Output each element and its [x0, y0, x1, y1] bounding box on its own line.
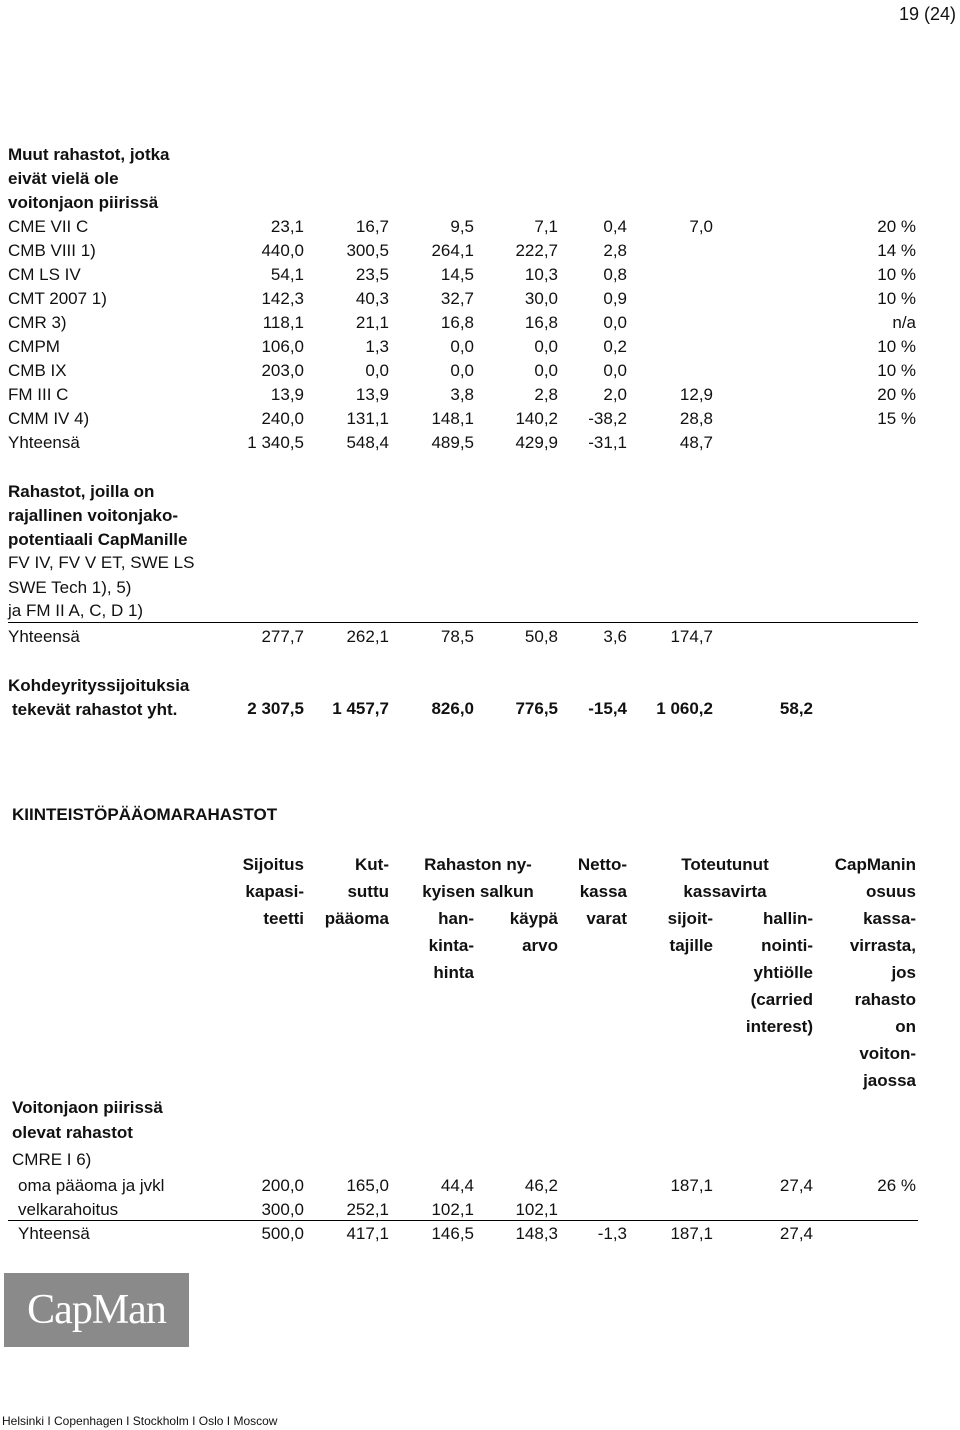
- cell-col-8: 10 %: [877, 289, 916, 308]
- cell-col-4: 0,0: [534, 337, 558, 356]
- header-sijoitus-line-3: teetti: [263, 909, 304, 928]
- total-row: [0, 697, 960, 721]
- cell-col-8: 15 %: [877, 409, 916, 428]
- header-capman-line-3: kassa-: [863, 909, 916, 928]
- cell-col-3: 16,8: [440, 313, 474, 332]
- header-sijoittajille-line-1: sijoit-: [667, 909, 713, 928]
- cell-col-8: 10 %: [877, 265, 916, 284]
- cell-col-3: 148,1: [431, 409, 474, 428]
- cell-col-8: 26 %: [877, 1176, 916, 1195]
- header-toteutunut-line-1: Toteutunut: [681, 855, 769, 874]
- cell-col-5: 0,8: [603, 265, 627, 284]
- cell-col-6: 48,7: [679, 433, 713, 452]
- table-row: [0, 383, 960, 407]
- header-hallinnointi-line-3: yhtiölle: [753, 963, 813, 982]
- cell-col-3: 146,5: [431, 1224, 474, 1243]
- header-sijoittajille-line-2: tajille: [669, 936, 713, 955]
- cell-col-3: 0,0: [450, 361, 474, 380]
- cell-col-4: 429,9: [515, 433, 558, 452]
- cell-col-2: 1 457,7: [332, 699, 389, 718]
- section2-funds-line-2: SWE Tech 1), 5): [8, 578, 132, 597]
- header-hankinta-line-2: kinta-: [428, 936, 474, 955]
- cell-col-1: 200,0: [261, 1176, 304, 1195]
- cell-col-6: 7,0: [689, 217, 713, 236]
- cell-col-3: 489,5: [431, 433, 474, 452]
- table-row: [0, 407, 960, 431]
- cell-col-2: 252,1: [346, 1200, 389, 1219]
- cell-col-2: 23,5: [355, 265, 389, 284]
- cell-col-4: 148,3: [515, 1224, 558, 1243]
- total-row: [0, 431, 960, 455]
- cell-col-4: 50,8: [524, 627, 558, 646]
- section2-funds-line-3: ja FM II A, C, D 1): [8, 601, 144, 620]
- header-netto-line-1: Netto-: [577, 855, 627, 874]
- table-row: [0, 359, 960, 383]
- cell-col-4: 7,1: [534, 217, 558, 236]
- header-hallinnointi-line-1: hallin-: [762, 909, 813, 928]
- cell-col-1: 500,0: [261, 1224, 304, 1243]
- group-heading-line-1: Voitonjaon piirissä: [12, 1098, 163, 1117]
- cell-col-5: -31,1: [588, 433, 627, 452]
- header-kutsuttu-line-2: suttu: [347, 882, 389, 901]
- row-label: Yhteensä: [8, 627, 80, 646]
- header-toteutunut-line-2: kassavirta: [683, 882, 767, 901]
- cell-col-7: 58,2: [779, 699, 813, 718]
- cell-col-5: 2,0: [603, 385, 627, 404]
- cell-col-1: 300,0: [261, 1200, 304, 1219]
- header-sijoitus-line-2: kapasi-: [245, 882, 304, 901]
- row-label: CMB VIII 1): [8, 241, 96, 260]
- real-estate-total-rule: [8, 1220, 918, 1221]
- row-label: CM LS IV: [8, 265, 81, 284]
- cell-col-4: 10,3: [524, 265, 558, 284]
- table-row: [0, 1174, 960, 1198]
- cell-col-3: 14,5: [440, 265, 474, 284]
- cell-col-5: -38,2: [588, 409, 627, 428]
- cell-col-6: 187,1: [670, 1176, 713, 1195]
- cell-col-8: 14 %: [877, 241, 916, 260]
- header-capman-line-4: virrasta,: [849, 936, 916, 955]
- section1-heading-line-1: Muut rahastot, jotka: [8, 145, 170, 164]
- group-heading-line-2: olevat rahastot: [12, 1123, 133, 1142]
- cell-col-2: 131,1: [346, 409, 389, 428]
- row-label: CME VII C: [8, 217, 89, 236]
- table-row: [0, 335, 960, 359]
- cell-col-7: 27,4: [779, 1224, 813, 1243]
- header-hallinnointi-line-5: interest): [745, 1017, 813, 1036]
- cell-col-5: 3,6: [603, 627, 627, 646]
- row-label: oma pääoma ja jvkl: [18, 1176, 165, 1195]
- header-rahaston-line-2: kyisen salkun: [422, 882, 534, 901]
- header-capman-line-8: voiton-: [859, 1044, 916, 1063]
- row-label: CMT 2007 1): [8, 289, 107, 308]
- header-rahaston-line-1: Rahaston ny-: [424, 855, 532, 874]
- cell-col-2: 16,7: [355, 217, 389, 236]
- header-hankinta-line-1: han-: [438, 909, 474, 928]
- cell-col-1: 23,1: [270, 217, 304, 236]
- cell-col-4: 30,0: [524, 289, 558, 308]
- cell-col-1: 440,0: [261, 241, 304, 260]
- header-capman-line-1: CapManin: [834, 855, 916, 874]
- section2-rule: [8, 622, 918, 623]
- cell-col-7: 27,4: [779, 1176, 813, 1195]
- header-capman-line-2: osuus: [865, 882, 916, 901]
- total-row: [0, 1222, 960, 1246]
- header-kaypa-line-2: arvo: [522, 936, 558, 955]
- row-label: CMB IX: [8, 361, 67, 380]
- section1-heading-line-2: eivät vielä ole: [8, 169, 119, 188]
- table-row: [0, 215, 960, 239]
- cell-col-3: 78,5: [440, 627, 474, 646]
- cell-col-1: 2 307,5: [247, 699, 304, 718]
- footer-offices: Helsinki I Copenhagen I Stockholm I Oslo I Moscow: [2, 1414, 278, 1428]
- header-capman-line-5: jos: [891, 963, 916, 982]
- cell-col-6: 187,1: [670, 1224, 713, 1243]
- cell-col-6: 12,9: [679, 385, 713, 404]
- cell-col-8: 20 %: [877, 217, 916, 236]
- cell-col-3: 0,0: [450, 337, 474, 356]
- cell-col-8: 10 %: [877, 337, 916, 356]
- header-sijoitus-line-1: Sijoitus: [242, 855, 304, 874]
- cell-col-3: 3,8: [450, 385, 474, 404]
- header-kutsuttu-line-1: Kut-: [355, 855, 389, 874]
- table-row: [0, 239, 960, 263]
- real-estate-title: KIINTEISTÖPÄÄOMARAHASTOT: [12, 805, 278, 824]
- cell-col-4: 16,8: [524, 313, 558, 332]
- cell-col-4: 140,2: [515, 409, 558, 428]
- cell-col-2: 548,4: [346, 433, 389, 452]
- cell-col-8: 10 %: [877, 361, 916, 380]
- row-label: Yhteensä: [8, 433, 80, 452]
- fund-name: CMRE I 6): [12, 1150, 92, 1169]
- header-capman-line-6: rahasto: [854, 990, 916, 1009]
- cell-col-2: 1,3: [365, 337, 389, 356]
- section1-heading-line-3: voitonjaon piirissä: [8, 193, 159, 212]
- cell-col-2: 21,1: [355, 313, 389, 332]
- cell-col-6: 1 060,2: [656, 699, 713, 718]
- section2-heading-line-3: potentiaali CapManille: [8, 530, 188, 549]
- cell-col-2: 417,1: [346, 1224, 389, 1243]
- cell-col-8: n/a: [892, 313, 916, 332]
- cell-col-5: 0,0: [603, 361, 627, 380]
- table-row: [0, 311, 960, 335]
- cell-col-4: 2,8: [534, 385, 558, 404]
- cell-col-4: 46,2: [524, 1176, 558, 1195]
- row-label: CMPM: [8, 337, 60, 356]
- cell-col-1: 118,1: [262, 313, 304, 332]
- cell-col-4: 102,1: [515, 1200, 558, 1219]
- row-label: FM III C: [8, 385, 69, 404]
- cell-col-6: 174,7: [670, 627, 713, 646]
- header-netto-line-3: varat: [586, 909, 627, 928]
- cell-col-2: 262,1: [346, 627, 389, 646]
- cell-col-5: 0,9: [603, 289, 627, 308]
- header-hankinta-line-3: hinta: [433, 963, 474, 982]
- cell-col-2: 300,5: [346, 241, 389, 260]
- cell-col-4: 222,7: [515, 241, 558, 260]
- cell-col-4: 776,5: [515, 699, 558, 718]
- row-label: CMM IV 4): [8, 409, 90, 428]
- header-kaypa-line-1: käypä: [509, 909, 558, 928]
- cell-col-8: 20 %: [877, 385, 916, 404]
- header-capman-line-7: on: [895, 1017, 916, 1036]
- table-row: [0, 287, 960, 311]
- section3-heading-line-2: tekevät rahastot yht.: [12, 700, 178, 719]
- header-capman-line-9: jaossa: [863, 1071, 916, 1090]
- cell-col-5: 0,2: [603, 337, 627, 356]
- cell-col-5: 2,8: [603, 241, 627, 260]
- cell-col-1: 142,3: [261, 289, 304, 308]
- cell-col-4: 0,0: [534, 361, 558, 380]
- cell-col-2: 0,0: [365, 361, 389, 380]
- header-netto-line-2: kassa: [579, 882, 627, 901]
- cell-col-1: 203,0: [261, 361, 304, 380]
- section2-funds-line-1: FV IV, FV V ET, SWE LS: [8, 553, 195, 572]
- header-hallinnointi-line-2: nointi-: [761, 936, 813, 955]
- cell-col-5: -1,3: [597, 1224, 627, 1243]
- cell-col-3: 102,1: [431, 1200, 474, 1219]
- cell-col-1: 277,7: [261, 627, 304, 646]
- section3-heading-line-1: Kohdeyrityssijoituksia: [8, 676, 190, 695]
- cell-col-5: 0,0: [603, 313, 627, 332]
- cell-col-2: 165,0: [346, 1176, 389, 1195]
- row-label: velkarahoitus: [18, 1200, 119, 1219]
- cell-col-1: 240,0: [261, 409, 304, 428]
- cell-col-1: 1 340,5: [247, 433, 304, 452]
- total-row: [0, 625, 960, 649]
- cell-col-3: 826,0: [431, 699, 474, 718]
- section2-heading-line-2: rajallinen voitonjako-: [8, 506, 179, 525]
- page-number: 19 (24): [898, 4, 956, 24]
- capman-logo: CapMan: [4, 1273, 189, 1347]
- cell-col-1: 54,1: [270, 265, 304, 284]
- cell-col-5: 0,4: [603, 217, 627, 236]
- cell-col-5: -15,4: [588, 699, 627, 718]
- cell-col-2: 13,9: [355, 385, 389, 404]
- row-label: CMR 3): [8, 313, 67, 332]
- header-hallinnointi-line-4: (carried: [750, 990, 813, 1009]
- table-row: [0, 263, 960, 287]
- cell-col-1: 106,0: [261, 337, 304, 356]
- cell-col-2: 40,3: [355, 289, 389, 308]
- cell-col-3: 32,7: [440, 289, 474, 308]
- section2-heading-line-1: Rahastot, joilla on: [8, 482, 155, 501]
- cell-col-6: 28,8: [679, 409, 713, 428]
- header-kutsuttu-line-3: pääoma: [324, 909, 389, 928]
- row-label: Yhteensä: [18, 1224, 90, 1243]
- cell-col-3: 9,5: [450, 217, 474, 236]
- table-row: [0, 1198, 960, 1222]
- cell-col-3: 264,1: [431, 241, 474, 260]
- cell-col-3: 44,4: [440, 1176, 474, 1195]
- cell-col-1: 13,9: [270, 385, 304, 404]
